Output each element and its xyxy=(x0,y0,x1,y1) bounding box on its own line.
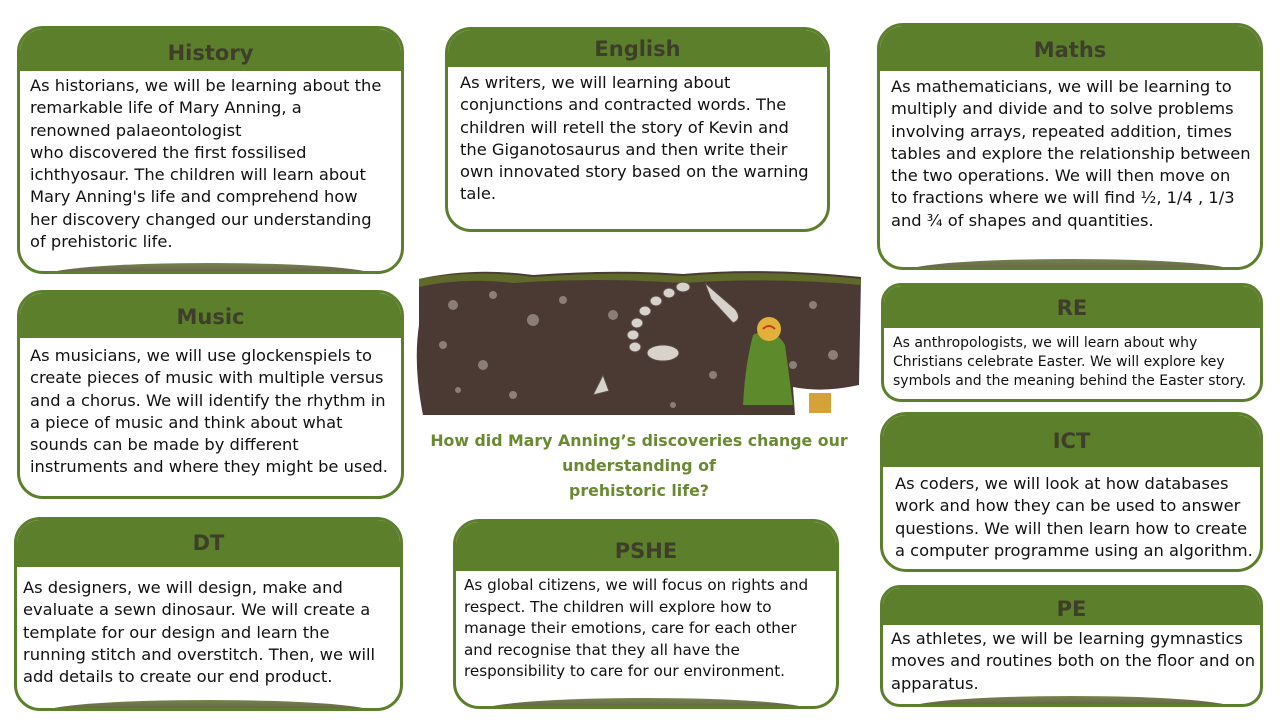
text-line: and ¾ of shapes and quantities. xyxy=(891,210,1154,230)
text-line: multiply and divide and to solve problems xyxy=(891,99,1234,119)
text-line: respect. The children will explore how to xyxy=(464,597,772,616)
pshe-card-title: PSHE xyxy=(456,522,836,571)
text-line: create pieces of music with multiple versus xyxy=(30,368,384,388)
dt-card-text xyxy=(17,567,400,688)
text-line: As writers, we will learning about xyxy=(460,73,731,92)
history-card-title: History xyxy=(20,29,401,71)
pe-card-title: PE xyxy=(883,588,1260,625)
grass-strip xyxy=(484,698,808,709)
text-line: As mathematicians, we will be learning to xyxy=(891,77,1232,96)
music-card xyxy=(17,290,404,499)
re-card-title: RE xyxy=(884,286,1260,328)
grass-strip xyxy=(911,696,1232,707)
text-line: and recognise that they all have the xyxy=(464,640,740,659)
text-line: responsibility to care for our environment. xyxy=(464,662,785,680)
text-line: a piece of music and think about what xyxy=(30,412,343,432)
pe-card xyxy=(880,585,1263,707)
text-line: work and how they can be used to answer xyxy=(895,496,1241,516)
text-line: template for our design and learn the xyxy=(23,622,330,642)
pe-card-text xyxy=(883,625,1260,695)
maths-card xyxy=(877,23,1263,270)
text-line: the two operations. We will then move on xyxy=(891,166,1231,186)
grass-strip xyxy=(45,700,372,711)
text-line: her discovery changed our understanding xyxy=(30,209,372,229)
question-line: understanding of xyxy=(562,456,716,475)
text-line: and a chorus. We will identify the rhythm in xyxy=(30,390,386,410)
english-card-text xyxy=(448,67,827,206)
text-line: renowned palaeontologist xyxy=(30,120,242,140)
text-line: evaluate a sewn dinosaur. We will create a xyxy=(23,600,371,620)
text-line: children will retell the story of Kevin and xyxy=(460,117,789,137)
text-line: moves and routines both on the floor and on xyxy=(891,651,1256,671)
text-line: questions. We will then learn how to create xyxy=(895,518,1248,538)
text-line: Christians celebrate Easter. We will explore key xyxy=(893,354,1225,370)
ict-card-text xyxy=(883,467,1260,562)
question-line: How did Mary Anning’s discoveries change our xyxy=(430,431,848,450)
text-line: As anthropologists, we will learn about why xyxy=(893,335,1198,351)
text-line: who discovered the first fossilised xyxy=(30,142,307,162)
mary-anning-fossil-illustration xyxy=(413,265,865,423)
grass-strip xyxy=(908,259,1232,270)
text-line: conjunctions and contracted words. The xyxy=(460,95,787,115)
text-line: tale. xyxy=(460,184,497,204)
english-card-title: English xyxy=(448,30,827,67)
text-line: to fractions where we will find ½, 1/4 , 1/3 xyxy=(891,188,1235,208)
ict-card xyxy=(880,412,1263,572)
text-line: As athletes, we will be learning gymnastics xyxy=(891,629,1243,648)
text-line: As coders, we will look at how databases xyxy=(895,474,1229,493)
central-question xyxy=(413,428,865,503)
text-line: As historians, we will be learning about the xyxy=(30,76,382,95)
dt-card-title: DT xyxy=(17,520,400,567)
dt-card xyxy=(14,517,403,711)
re-card-text xyxy=(884,328,1260,391)
text-line: of prehistoric life. xyxy=(30,232,173,252)
text-line: Mary Anning's life and comprehend how xyxy=(30,187,358,207)
text-line: As musicians, we will use glockenspiels to xyxy=(30,346,372,365)
text-line: symbols and the meaning behind the Easter story. xyxy=(893,373,1247,389)
text-line: manage their emotions, care for each other xyxy=(464,619,797,637)
text-line: involving arrays, repeated addition, times xyxy=(891,121,1233,141)
maths-card-text xyxy=(880,71,1260,232)
text-line: As global citizens, we will focus on rights and xyxy=(464,576,809,594)
text-line: add details to create our end product. xyxy=(23,667,333,687)
text-line: the Giganotosaurus and then write their xyxy=(460,139,788,159)
text-line: instruments and where they might be used. xyxy=(30,457,388,477)
ict-card-title: ICT xyxy=(883,415,1260,467)
english-card xyxy=(445,27,830,232)
history-card xyxy=(17,26,404,274)
music-card-text xyxy=(20,338,401,479)
text-line: tables and explore the relationship between xyxy=(891,143,1251,163)
text-line: a computer programme using an algorithm. xyxy=(895,540,1253,560)
grass-strip xyxy=(48,263,373,274)
text-line: apparatus. xyxy=(891,673,979,693)
question-line: prehistoric life? xyxy=(569,481,709,500)
text-line: own innovated story based on the warning xyxy=(460,162,809,182)
re-card xyxy=(881,283,1263,402)
text-line: ichthyosaur. The children will learn about xyxy=(30,165,366,185)
text-line: remarkable life of Mary Anning, a xyxy=(30,98,302,118)
maths-card-title: Maths xyxy=(880,26,1260,71)
music-card-title: Music xyxy=(20,293,401,338)
text-line: running stitch and overstitch. Then, we will xyxy=(23,644,376,664)
pshe-card-text xyxy=(456,571,836,683)
text-line: As designers, we will design, make and xyxy=(23,578,343,597)
text-line: sounds can be made by different xyxy=(30,435,299,455)
history-card-text xyxy=(20,71,401,253)
pshe-card xyxy=(453,519,839,709)
